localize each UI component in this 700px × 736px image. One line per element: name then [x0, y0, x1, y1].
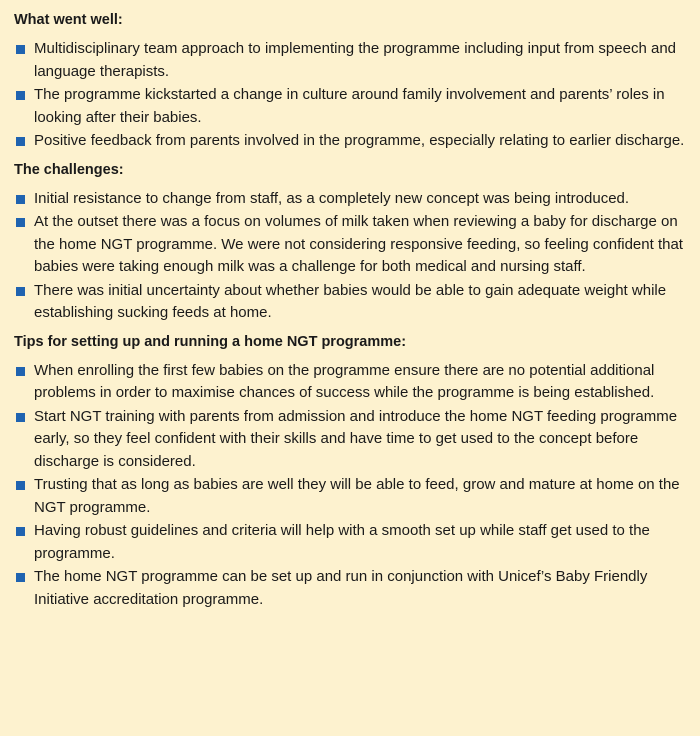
section-heading: What went well:	[14, 12, 123, 28]
bullet-list	[14, 188, 686, 325]
square-bullet-icon	[16, 527, 25, 536]
square-bullet-icon	[16, 573, 25, 582]
list-item	[14, 360, 686, 405]
square-bullet-icon	[16, 481, 25, 490]
list-item	[14, 130, 686, 153]
list-item	[14, 566, 686, 611]
section-tips	[14, 333, 686, 612]
section-challenges	[14, 161, 686, 325]
bullet-list	[14, 38, 686, 153]
square-bullet-icon	[16, 195, 25, 204]
list-item-text: Initial resistance to change from staff, as a completely new concept was being introduced.	[34, 189, 630, 207]
list-item-text: At the outset there was a focus on volumes of milk taken when reviewing a baby for discharge on the home NGT programme. We were not considering responsive feeding, so feeling confident that babies were taking enough milk was a challenge for both medical and nursing staff.	[34, 213, 683, 275]
list-item-text: Positive feedback from parents involved in the programme, especially relating to earlier discharge.	[34, 132, 685, 149]
section-heading: The challenges:	[14, 161, 124, 178]
list-item	[14, 280, 686, 325]
bullet-list	[14, 360, 686, 612]
section-heading: Tips for setting up and running a home NGT programme:	[14, 333, 407, 350]
square-bullet-icon	[16, 218, 25, 227]
list-item-text: Having robust guidelines and criteria will help with a smooth set up while staff get used to the programme.	[34, 522, 650, 562]
list-item-text: When enrolling the first few babies on the programme ensure there are no potential additional problems in order to maximise chances of success while the programme is being established.	[34, 361, 655, 401]
list-item-text: The home NGT programme can be set up and run in conjunction with Unicef’s Baby Friendly Initiative accreditation programme.	[34, 568, 648, 608]
list-item-text: Start NGT training with parents from admission and introduce the home NGT feeding programme early, so they feel confident with their skills and have time to get used to the concept before discharge is considered.	[34, 407, 678, 470]
list-item	[14, 84, 686, 129]
list-item-text: There was initial uncertainty about whether babies would be able to gain adequate weight while establishing sucking feeds at home.	[34, 281, 667, 321]
square-bullet-icon	[16, 287, 25, 296]
square-bullet-icon	[16, 137, 25, 146]
list-item	[14, 406, 686, 474]
list-item	[14, 474, 686, 519]
square-bullet-icon	[16, 367, 25, 376]
list-item	[14, 211, 686, 279]
list-item	[14, 38, 686, 83]
list-item-text: Trusting that as long as babies are well they will be able to feed, grow and mature at home on the NGT programme.	[34, 476, 680, 516]
list-item	[14, 520, 686, 565]
list-item-text: Multidisciplinary team approach to implementing the programme including input from speech and language therapists.	[34, 40, 676, 80]
list-item	[14, 188, 686, 211]
square-bullet-icon	[16, 45, 25, 54]
section-went-well	[14, 11, 686, 153]
square-bullet-icon	[16, 91, 25, 100]
square-bullet-icon	[16, 413, 25, 422]
list-item-text: The programme kickstarted a change in culture around family involvement and parents’ roles in looking after their babies.	[34, 86, 665, 126]
